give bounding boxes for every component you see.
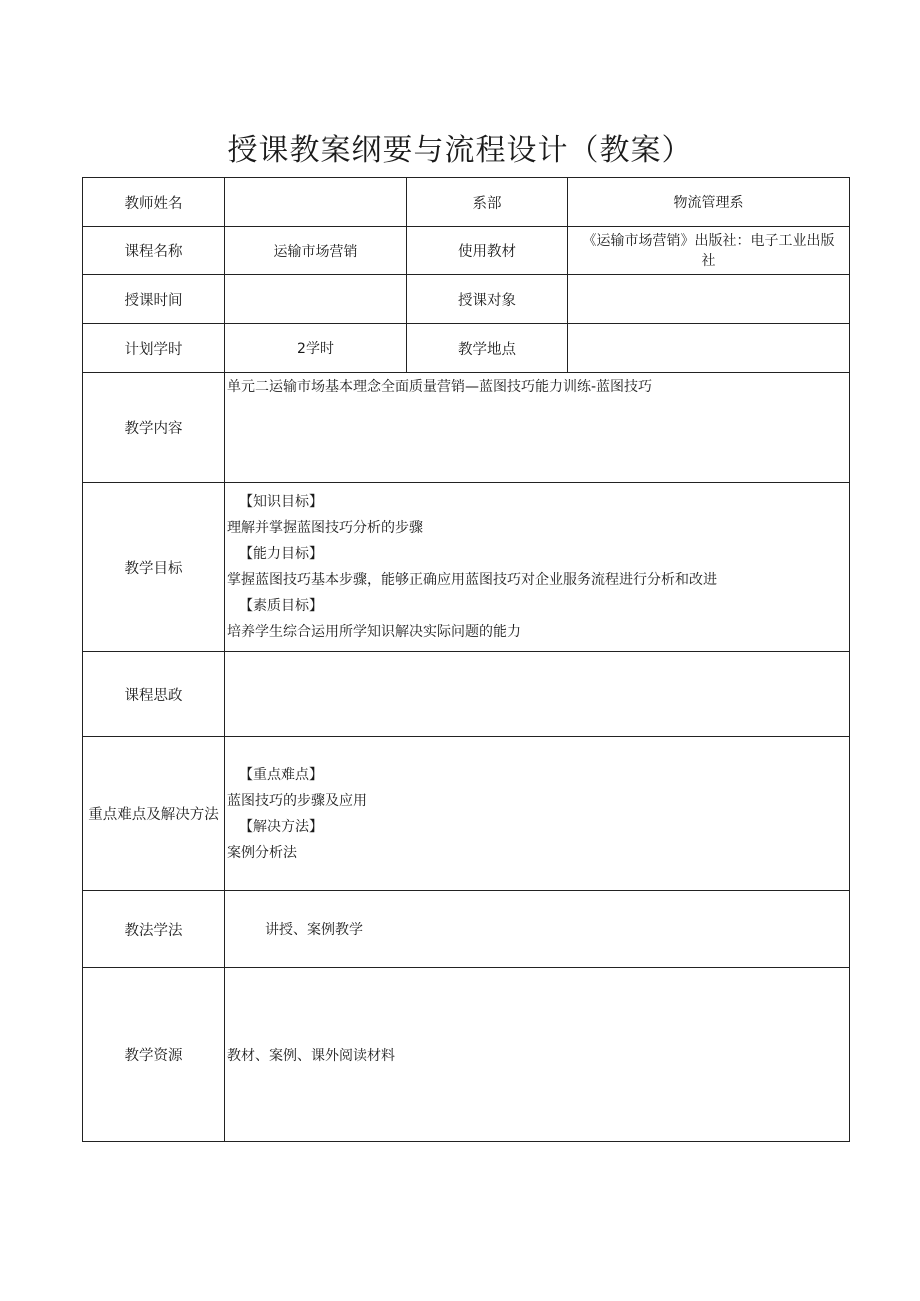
teaching-time-value: [225, 275, 407, 324]
table-row-resources: [83, 968, 850, 1142]
course-name-label: 课程名称: [83, 227, 225, 275]
solution-text: 案例分析法: [227, 844, 297, 861]
table-row-methods: [83, 891, 850, 968]
teaching-methods-value: 讲授、案例教学: [225, 891, 850, 968]
course-ideology-label: 课程思政: [83, 652, 225, 737]
ability-objective-heading: 【能力目标】: [239, 546, 323, 562]
textbook-label: 使用教材: [407, 227, 568, 275]
quality-objective-text: 培养学生综合运用所学知识解决实际问题的能力: [227, 624, 521, 640]
teacher-name-label: 教师姓名: [83, 178, 225, 227]
planned-hours-label: 计划学时: [83, 324, 225, 373]
teaching-methods-label: 教法学法: [83, 891, 225, 968]
key-difficulty-heading: 【重点难点】: [239, 766, 323, 783]
audience-value: [568, 275, 850, 324]
lesson-plan-table: [82, 177, 850, 1142]
audience-label: 授课对象: [407, 275, 568, 324]
location-label: 教学地点: [407, 324, 568, 373]
table-row-teacher: [83, 178, 850, 227]
teaching-content-label: 教学内容: [83, 373, 225, 483]
textbook-line-2: 社: [701, 252, 716, 269]
table-row-key-points: [83, 737, 850, 891]
teaching-objectives-label: 教学目标: [83, 483, 225, 652]
table-row-time: [83, 275, 850, 324]
ability-objective-text: 掌握蓝图技巧基本步骤，能够正确应用蓝图技巧对企业服务流程进行分析和改进: [227, 572, 717, 588]
teaching-resources-label: 教学资源: [83, 968, 225, 1142]
table-row-ideology: [83, 652, 850, 737]
table-row-course: [83, 227, 850, 275]
teaching-resources-value: 教材、案例、课外阅读材料: [225, 968, 850, 1142]
table-row-content: [83, 373, 850, 483]
textbook-line-1: 《运输市场营销》出版社：电子工业出版: [582, 232, 835, 249]
quality-objective-heading: 【素质目标】: [239, 598, 323, 614]
teaching-objectives-value: [225, 483, 850, 652]
knowledge-objective-text: 理解并掌握蓝图技巧分析的步骤: [227, 520, 423, 536]
knowledge-objective-heading: 【知识目标】: [239, 494, 323, 510]
solution-heading: 【解决方法】: [239, 818, 323, 835]
key-points-value: [225, 737, 850, 891]
course-ideology-value: [225, 652, 850, 737]
document-title: 授课教案纲要与流程设计（教案）: [227, 133, 693, 168]
key-difficulty-text: 蓝图技巧的步骤及应用: [227, 792, 367, 809]
table-row-objectives: [83, 483, 850, 652]
teaching-content-value: [225, 373, 850, 483]
teaching-time-label: 授课时间: [83, 275, 225, 324]
department-value: 物流管理系: [568, 178, 850, 227]
teaching-content-text: 单元二运输市场基本理念全面质量营销—蓝图技巧能力训练-蓝图技巧: [227, 379, 653, 395]
key-points-label: 重点难点及解决方法: [83, 737, 225, 891]
teacher-name-value: [225, 178, 407, 227]
location-value: [568, 324, 850, 373]
table-row-hours: [83, 324, 850, 373]
textbook-value: [568, 227, 850, 275]
department-label: 系部: [407, 178, 568, 227]
course-name-value: 运输市场营销: [225, 227, 407, 275]
planned-hours-value: 2学时: [225, 324, 407, 373]
